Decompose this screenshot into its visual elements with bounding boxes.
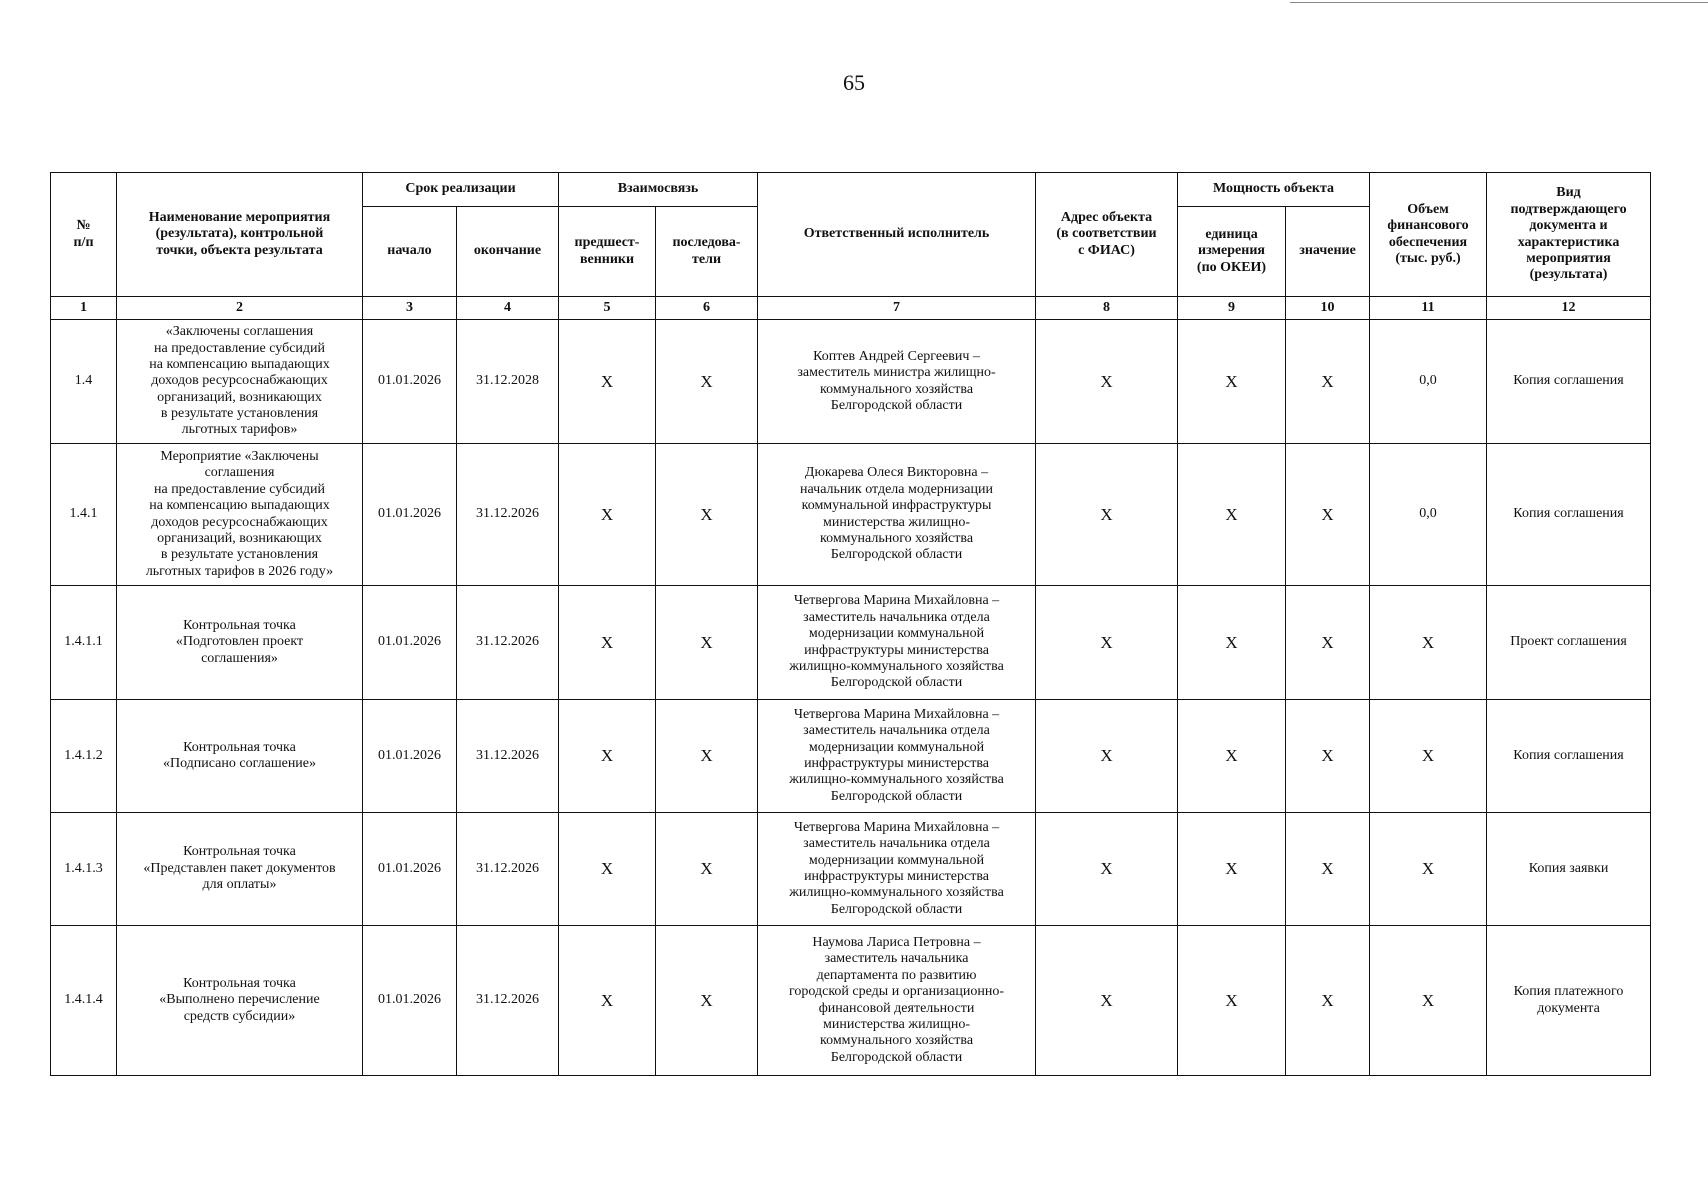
row-number: 1.4.1.3 [51,813,117,926]
header-predecessors: предшест- венники [559,207,656,297]
table-row [51,926,1651,1076]
row-predecessors: X [559,586,656,700]
row-name: Контрольная точка «Представлен пакет документов для оплаты» [117,813,363,926]
row-number: 1.4 [51,320,117,444]
row-doc-type: Копия соглашения [1487,320,1651,444]
header-successors: последова- тели [656,207,758,297]
row-start-date: 01.01.2026 [363,813,457,926]
row-start-date: 01.01.2026 [363,444,457,586]
row-doc-type: Копия соглашения [1487,700,1651,813]
row-responsible: Четвергова Марина Михайловна – заместитель начальника отдела модернизации коммунальной инфраструктуры министерства жилищно-коммунального хозяйства Белгородской области [758,700,1036,813]
table-row [51,320,1651,444]
table-row [51,586,1651,700]
column-number: 1 [51,297,117,320]
row-finance: X [1370,700,1487,813]
row-unit: X [1178,813,1286,926]
row-finance: X [1370,586,1487,700]
row-unit: X [1178,926,1286,1076]
row-address: X [1036,444,1178,586]
row-start-date: 01.01.2026 [363,586,457,700]
row-responsible: Четвергова Марина Михайловна – заместитель начальника отдела модернизации коммунальной инфраструктуры министерства жилищно-коммунального хозяйства Белгородской области [758,586,1036,700]
row-value: X [1286,586,1370,700]
header-name: Наименование мероприятия (результата), контрольной точки, объекта результата [117,173,363,297]
row-end-date: 31.12.2026 [457,926,559,1076]
row-predecessors: X [559,444,656,586]
header-period: Срок реализации [363,173,559,207]
row-finance: 0,0 [1370,444,1487,586]
row-finance: 0,0 [1370,320,1487,444]
row-predecessors: X [559,926,656,1076]
row-number: 1.4.1.2 [51,700,117,813]
header-finance: Объем финансового обеспечения (тыс. руб.) [1370,173,1487,297]
column-number: 5 [559,297,656,320]
row-number: 1.4.1 [51,444,117,586]
page-number: 65 [843,70,865,95]
row-name: Контрольная точка «Подготовлен проект соглашения» [117,586,363,700]
row-name: Контрольная точка «Выполнено перечисление средств субсидии» [117,926,363,1076]
row-end-date: 31.12.2026 [457,813,559,926]
column-number: 11 [1370,297,1487,320]
table-row [51,444,1651,586]
column-number: 6 [656,297,758,320]
row-predecessors: X [559,700,656,813]
row-end-date: 31.12.2026 [457,444,559,586]
row-doc-type: Проект соглашения [1487,586,1651,700]
row-unit: X [1178,700,1286,813]
row-name: Контрольная точка «Подписано соглашение» [117,700,363,813]
header-start: начало [363,207,457,297]
row-successors: X [656,320,758,444]
header-end: окончание [457,207,559,297]
row-finance: X [1370,813,1487,926]
row-address: X [1036,586,1178,700]
column-number: 9 [1178,297,1286,320]
row-doc-type: Копия соглашения [1487,444,1651,586]
row-finance: X [1370,926,1487,1076]
header-doc-type: Вид подтверждающего документа и характеристика мероприятия (результата) [1487,173,1651,297]
row-value: X [1286,320,1370,444]
row-predecessors: X [559,813,656,926]
column-number: 10 [1286,297,1370,320]
row-number: 1.4.1.1 [51,586,117,700]
row-start-date: 01.01.2026 [363,926,457,1076]
row-successors: X [656,586,758,700]
row-address: X [1036,813,1178,926]
header-unit: единица измерения (по ОКЕИ) [1178,207,1286,297]
row-responsible: Дюкарева Олеся Викторовна – начальник отдела модернизации коммунальной инфраструктуры министерства жилищно- коммунального хозяйства Белгородской области [758,444,1036,586]
column-number: 12 [1487,297,1651,320]
row-end-date: 31.12.2026 [457,700,559,813]
header-no: № п/п [51,173,117,297]
column-number: 8 [1036,297,1178,320]
row-successors: X [656,926,758,1076]
top-rule [1290,2,1708,3]
row-successors: X [656,444,758,586]
row-start-date: 01.01.2026 [363,700,457,813]
column-number: 4 [457,297,559,320]
row-unit: X [1178,444,1286,586]
row-predecessors: X [559,320,656,444]
row-responsible: Четвергова Марина Михайловна – заместитель начальника отдела модернизации коммунальной инфраструктуры министерства жилищно-коммунального хозяйства Белгородской области [758,813,1036,926]
row-end-date: 31.12.2028 [457,320,559,444]
table-row [51,700,1651,813]
row-doc-type: Копия заявки [1487,813,1651,926]
header-address: Адрес объекта (в соответствии с ФИАС) [1036,173,1178,297]
row-address: X [1036,320,1178,444]
row-address: X [1036,700,1178,813]
row-unit: X [1178,586,1286,700]
row-successors: X [656,700,758,813]
row-address: X [1036,926,1178,1076]
row-doc-type: Копия платежного документа [1487,926,1651,1076]
header-responsible: Ответственный исполнитель [758,173,1036,297]
table-row [51,813,1651,926]
row-end-date: 31.12.2026 [457,586,559,700]
row-responsible: Наумова Лариса Петровна – заместитель начальника департамента по развитию городской среды и организационно- финансовой деятельности министерства жилищно- коммунального хозяйства Белгородской области [758,926,1036,1076]
row-value: X [1286,444,1370,586]
row-value: X [1286,926,1370,1076]
row-value: X [1286,700,1370,813]
column-number: 2 [117,297,363,320]
column-number: 3 [363,297,457,320]
row-value: X [1286,813,1370,926]
row-successors: X [656,813,758,926]
row-name: Мероприятие «Заключены соглашения на предоставление субсидий на компенсацию выпадающих доходов ресурсоснабжающих организаций, возникающих в результате установления льготных тарифов в 2026 году» [117,444,363,586]
row-number: 1.4.1.4 [51,926,117,1076]
row-name: «Заключены соглашения на предоставление субсидий на компенсацию выпадающих доходов ресурсоснабжающих организаций, возникающих в результате установления льготных тарифов» [117,320,363,444]
column-number: 7 [758,297,1036,320]
row-responsible: Коптев Андрей Сергеевич – заместитель министра жилищно- коммунального хозяйства Белгородской области [758,320,1036,444]
row-unit: X [1178,320,1286,444]
row-start-date: 01.01.2026 [363,320,457,444]
header-capacity: Мощность объекта [1178,173,1370,207]
header-relation: Взаимосвязь [559,173,758,207]
header-value: значение [1286,207,1370,297]
activities-table [50,172,1651,1076]
